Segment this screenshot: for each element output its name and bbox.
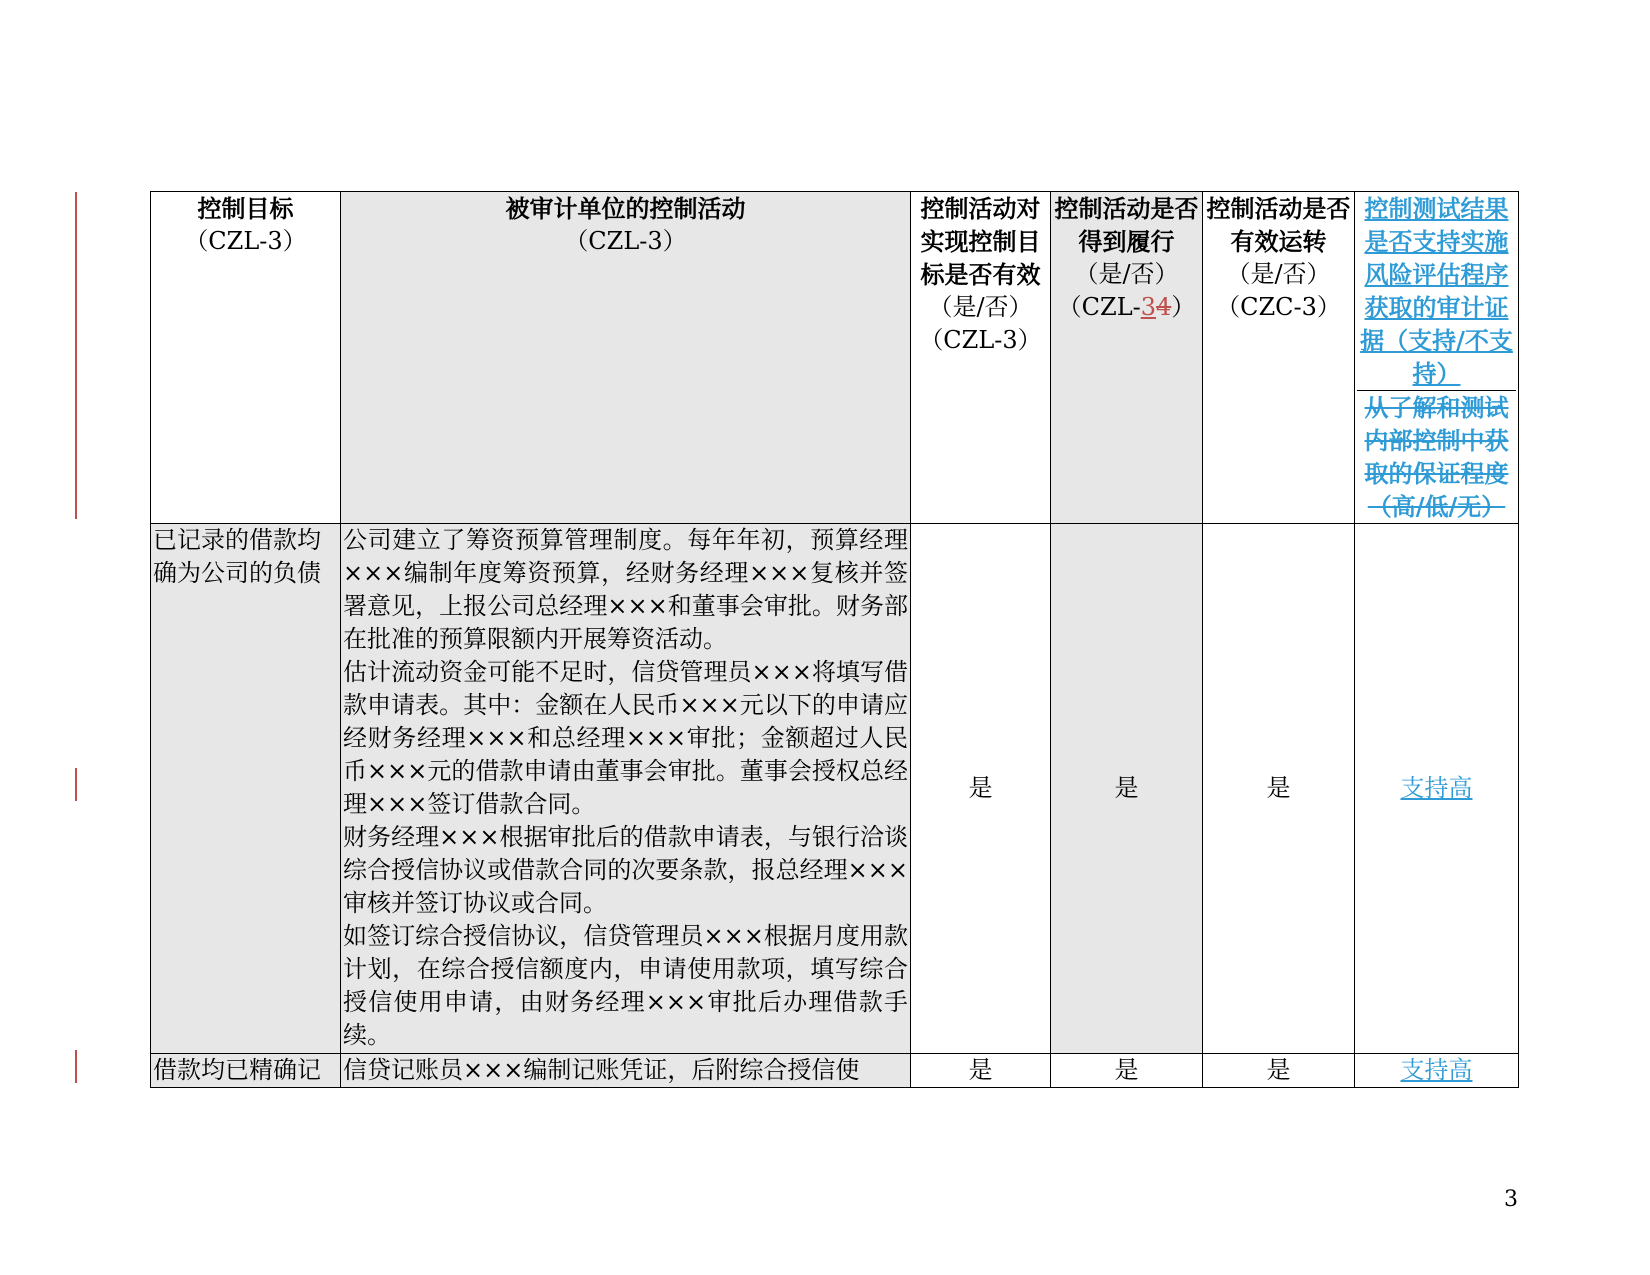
activity-paragraph: 公司建立了筹资预算管理制度。每年年初，预算经理×××编制年度筹资预算，经财务经理×××复核并签署意见，上报公司总经理×××和董事会审批。财务部在批准的预算限额内开展筹资活动。 — [343, 526, 908, 653]
tracked-deletion: 4 — [1156, 293, 1172, 321]
control-activity-cell — [341, 524, 911, 1054]
activity-paragraph: 估计流动资金可能不足时，信贷管理员×××将填写借款申请表。其中：金额在人民币×××元以下的申请应经财务经理×××和总经理×××审批；金额超过人民币×××元的借款申请由董事会审批。董事会授权总经理×××签订借款合同。 — [343, 658, 908, 818]
control-objective-cell: 已记录的借款均确为公司的负债 — [151, 524, 341, 1054]
activity-paragraph: 如签订综合授信协议，信贷管理员×××根据月度用款计划，在综合授信额度内，申请使用款项，填写综合授信使用申请，由财务经理×××审批后办理借款手续。 — [343, 922, 908, 1049]
table-row — [151, 524, 1519, 1054]
header-control-objective: 控制目标 （CZL-3） — [151, 192, 341, 524]
tracked-deletion: 从了解和测试内部控制中获取的保证程度（高/低/无） — [1364, 393, 1509, 521]
header-performed: 控制活动是否得到履行 （是/否） （CZL-34） — [1051, 192, 1203, 524]
test-result-cell — [1355, 1054, 1519, 1088]
test-result-cell — [1355, 524, 1519, 1054]
table-row — [151, 1054, 1519, 1088]
control-activity-cell: 信贷记账员×××编制记账凭证，后附综合授信使 — [341, 1054, 911, 1088]
operating-cell: 是 — [1203, 524, 1355, 1054]
operating-cell: 是 — [1203, 1054, 1355, 1088]
revision-bar — [75, 192, 77, 519]
header-effectiveness: 控制活动对实现控制目标是否有效 （是/否） （CZL-3） — [911, 192, 1051, 524]
tracked-deletion: 高 — [1448, 774, 1473, 802]
header-row — [151, 192, 1519, 524]
tracked-deletion: 高 — [1448, 1056, 1473, 1084]
tracked-insertion: 支持 — [1400, 1056, 1449, 1084]
revision-bar — [75, 1050, 77, 1083]
tracked-insertion: 控制测试结果是否支持实施风险评估程序获取的审计证据（支持/不支持） — [1357, 192, 1516, 391]
activity-paragraph: 财务经理×××根据审批后的借款申请表，与银行洽谈综合授信协议或借款合同的次要条款，报总经理×××审核并签订协议或合同。 — [343, 823, 908, 917]
tracked-insertion: 支持 — [1400, 774, 1449, 802]
header-operating: 控制活动是否有效运转 （是/否） （CZC-3） — [1203, 192, 1355, 524]
control-test-table — [150, 191, 1519, 1088]
performed-cell: 是 — [1051, 524, 1203, 1054]
page-number: 3 — [1504, 1187, 1518, 1212]
revision-bar — [75, 768, 77, 801]
control-objective-cell: 借款均已精确记 — [151, 1054, 341, 1088]
header-test-result — [1355, 192, 1519, 524]
tracked-insertion: 3 — [1140, 293, 1157, 321]
header-performed-code: （CZL-34） — [1057, 293, 1196, 321]
effective-cell: 是 — [911, 524, 1051, 1054]
header-control-activity: 被审计单位的控制活动 （CZL-3） — [341, 192, 911, 524]
effective-cell: 是 — [911, 1054, 1051, 1088]
performed-cell: 是 — [1051, 1054, 1203, 1088]
